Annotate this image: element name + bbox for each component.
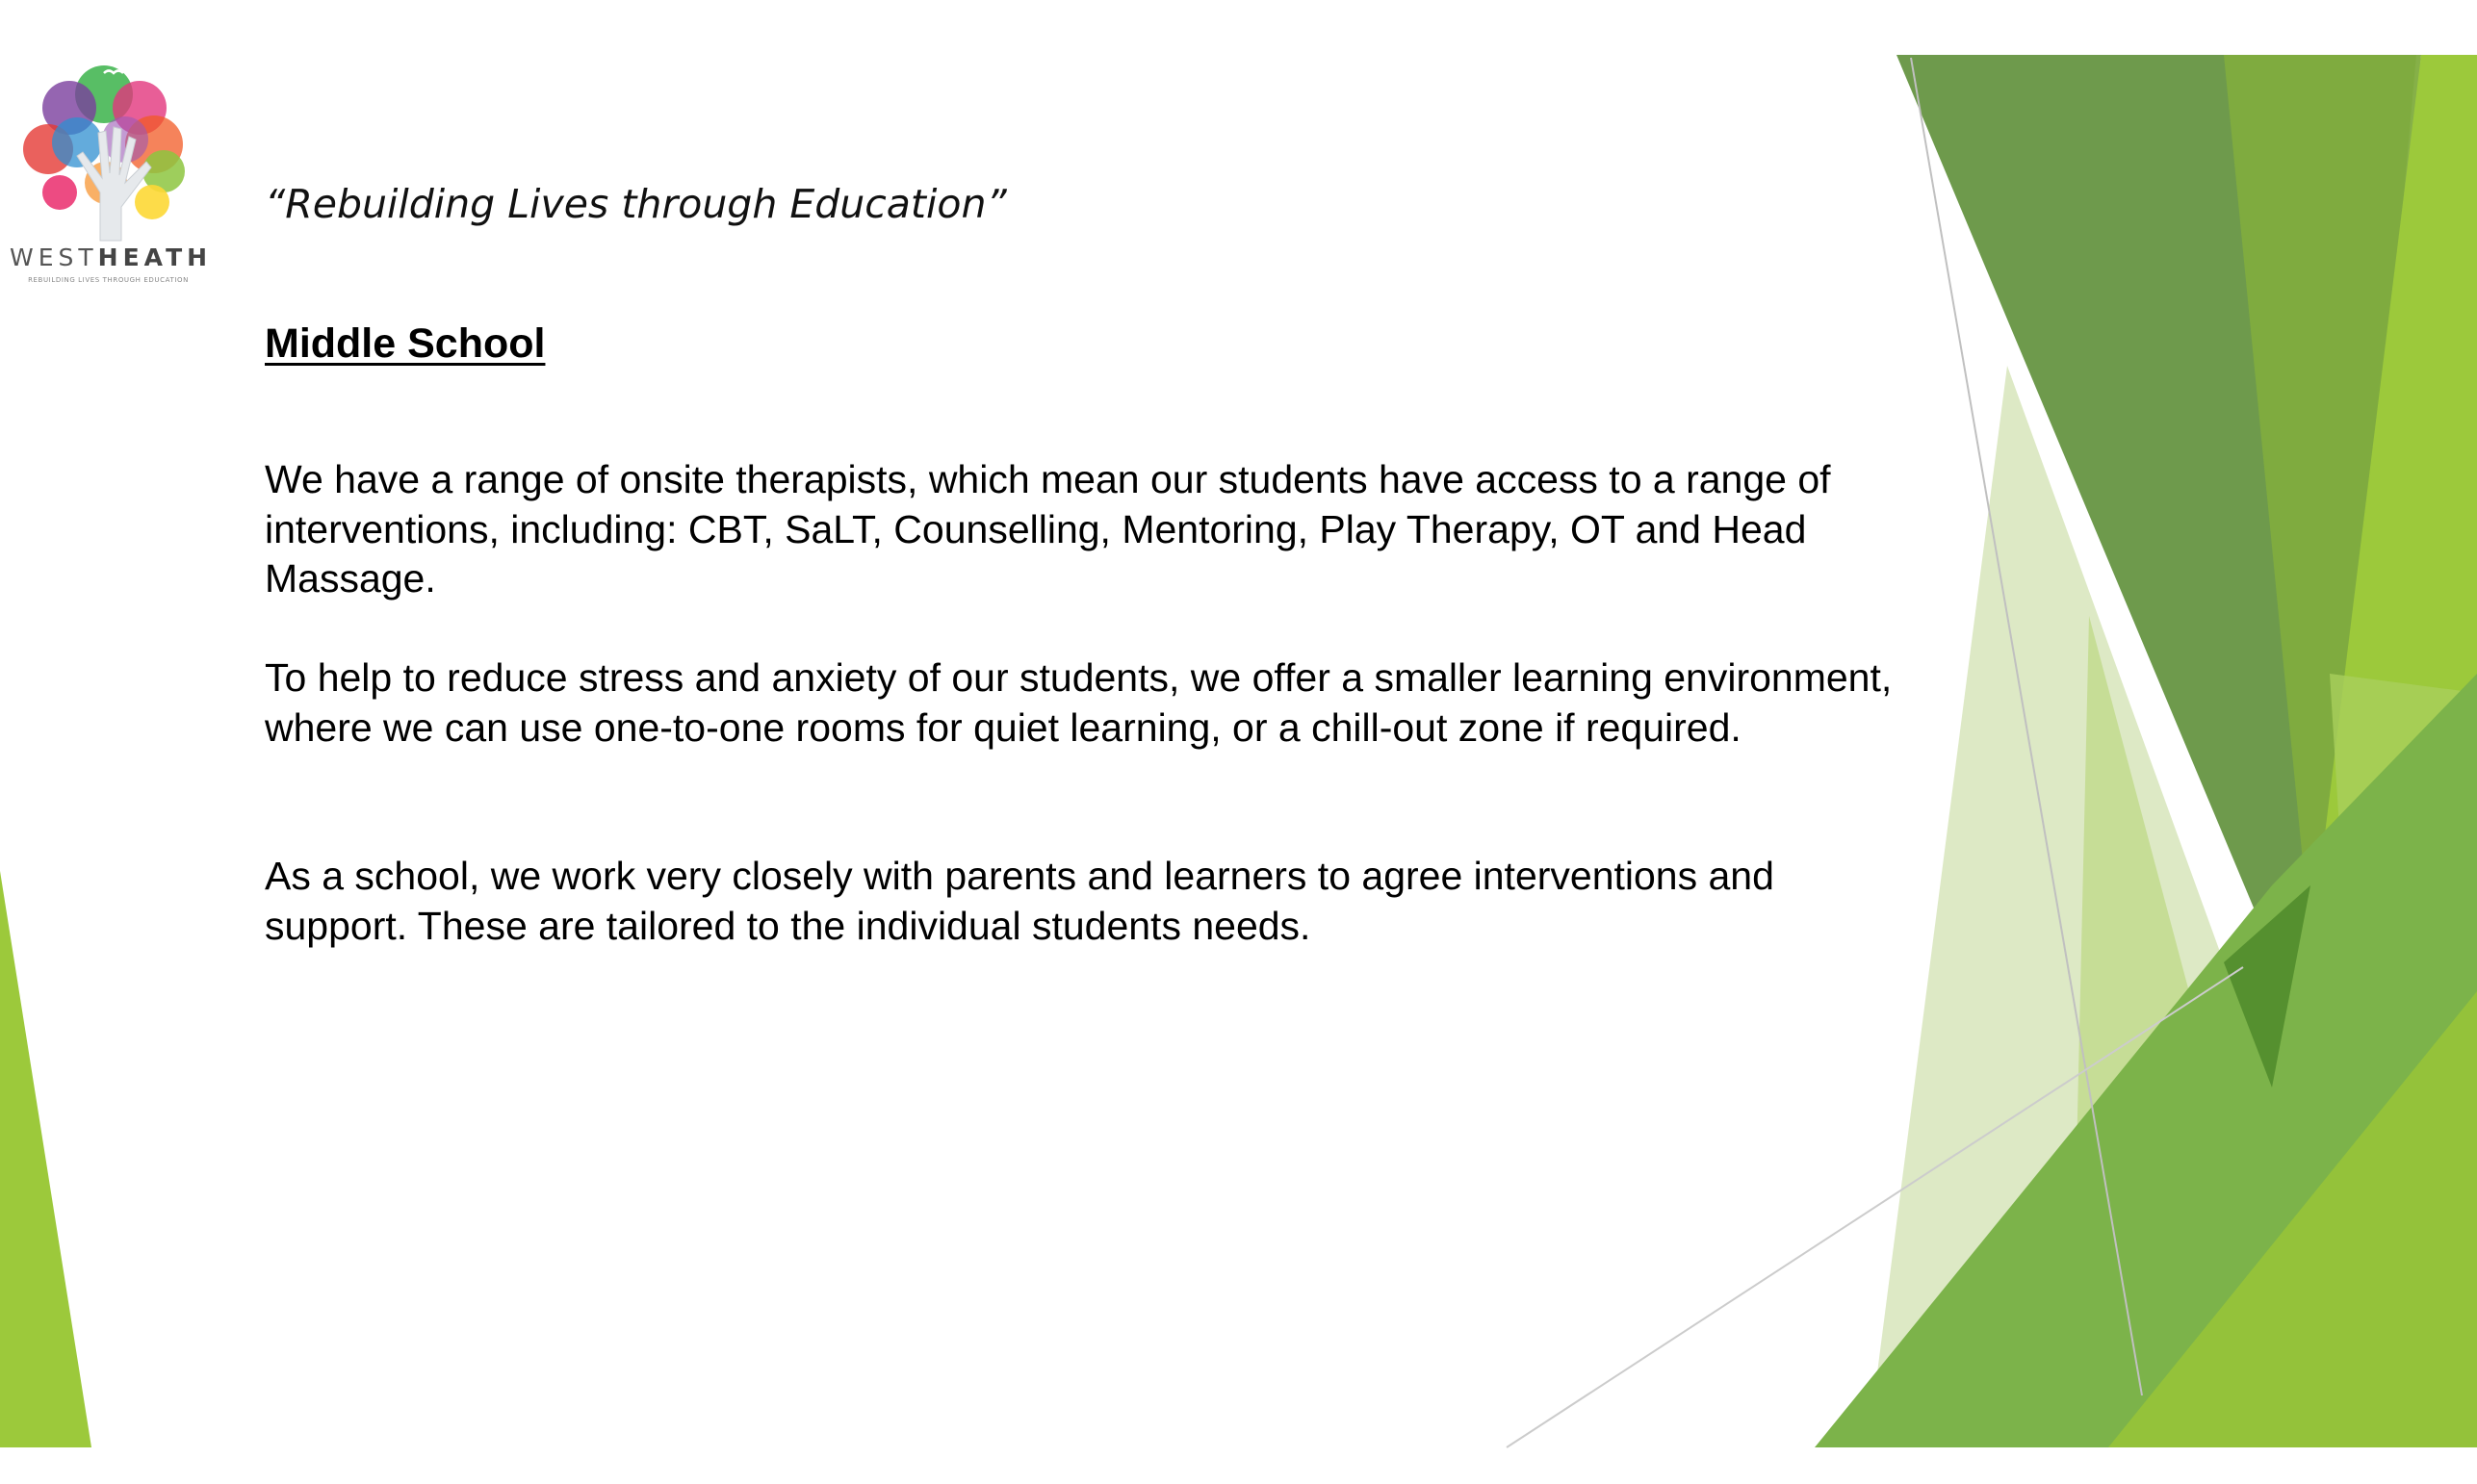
logo-word-west: WEST	[10, 243, 98, 271]
left-green-wedge	[0, 871, 91, 1447]
slide-tagline: “Rebuilding Lives through Education”	[265, 181, 1007, 227]
paragraph-environment: To help to reduce stress and anxiety of our students, we offer a smaller learning environment, where we can use one-to-one rooms for quiet learning, or a chill-out zone if required.	[265, 655, 1893, 750]
paragraph-therapists: We have a range of onsite therapists, which mean our students have access to a range of interventions, including: CBT, SaLT, Counselling, Mentoring, Play Therapy, OT and Head Massage.	[265, 457, 1831, 601]
page-title: Middle School	[265, 320, 546, 367]
logo-word-heath: HEATH	[97, 243, 213, 271]
paragraph-support: As a school, we work very closely with parents and learners to agree interventions and support. These are tailored to the individual students needs.	[265, 854, 1774, 948]
logo-wordmark	[10, 243, 213, 271]
logo-tagline: REBUILDING LIVES THROUGH EDUCATION	[28, 276, 189, 284]
tree-hand-icon	[10, 48, 217, 245]
